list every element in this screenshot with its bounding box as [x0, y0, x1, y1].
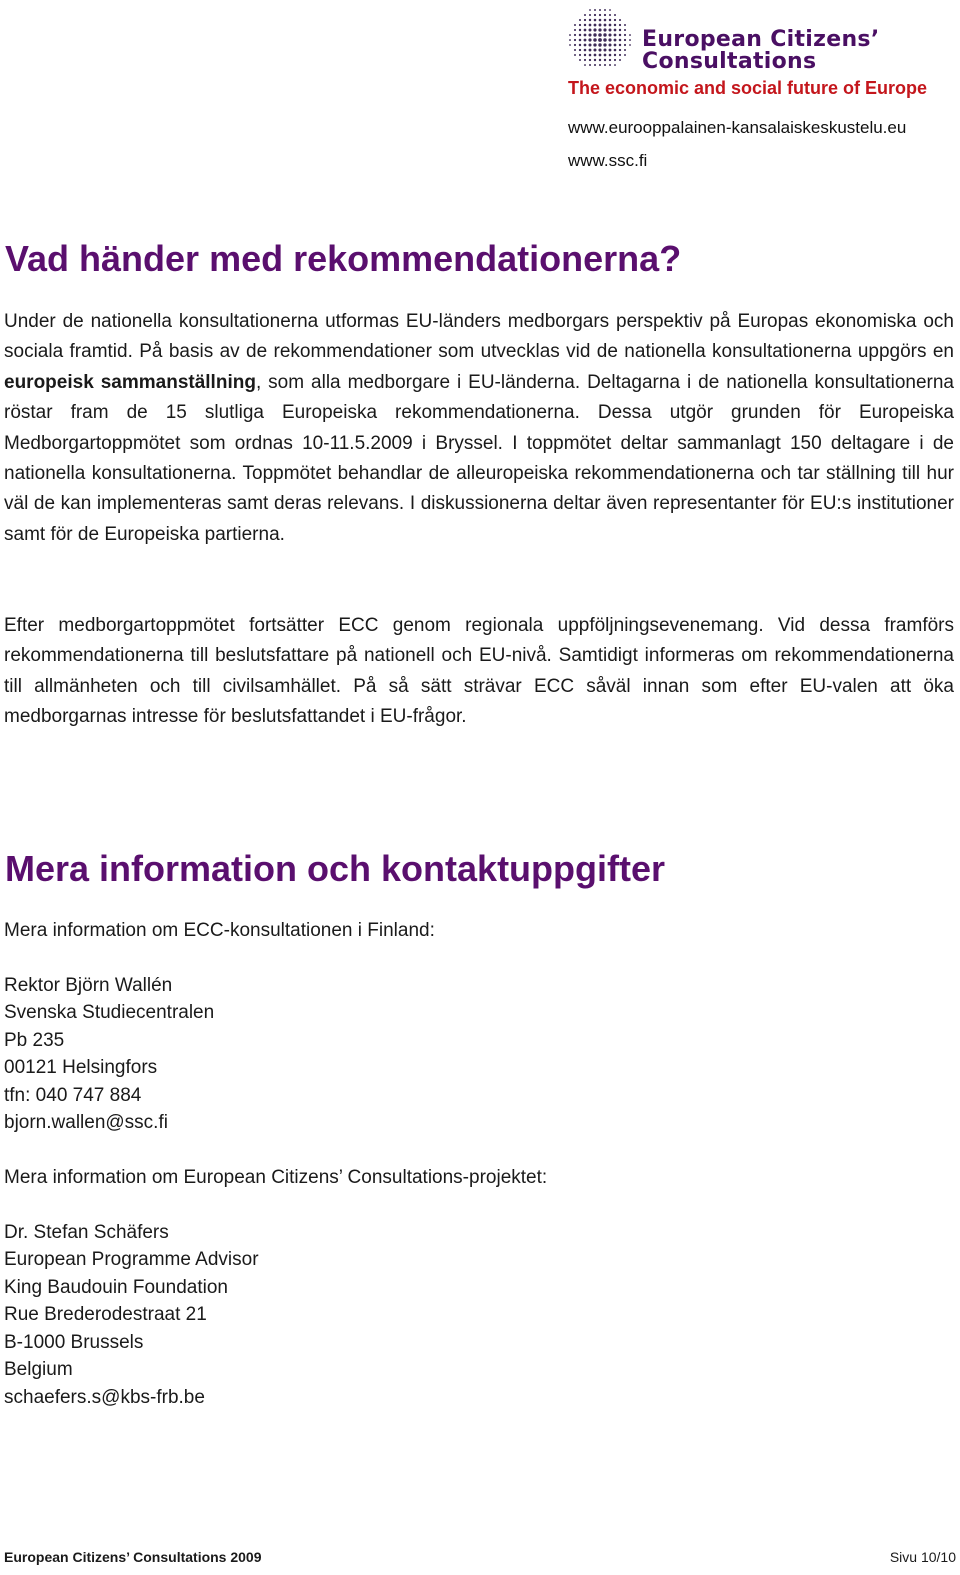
contact-project-line: Belgium — [4, 1359, 73, 1380]
intro-project: Mera information om European Citizens’ Consultations-projektet: — [4, 1167, 548, 1188]
section-heading-recommendations: Vad händer med rekommendationerna? — [5, 238, 682, 279]
section-heading-contact: Mera information och kontaktuppgifter — [5, 848, 666, 889]
contact-project-line: Dr. Stefan Schäfers — [4, 1222, 169, 1243]
contact-finland-email[interactable]: bjorn.wallen@ssc.fi — [4, 1112, 168, 1133]
contact-project-email[interactable]: schaefers.s@kbs-frb.be — [4, 1387, 205, 1408]
ecc-logo — [566, 6, 956, 106]
contact-project-line: Rue Brederodestraat 21 — [4, 1304, 207, 1325]
contact-finland-line: Pb 235 — [4, 1030, 65, 1051]
logo-title-line1: European Citizens’ — [642, 27, 880, 52]
globe-dots-icon — [566, 6, 634, 72]
website-url-ecc[interactable]: www.eurooppalainen-kansalaiskeskustelu.eu — [568, 118, 907, 137]
paragraph-follow-up: Efter medborgartoppmötet fortsätter ECC genom regionala uppföljningsevenemang. Vid dessa framförs rekommendationerna till beslutsfattare på nationell och EU-nivå. Samtidigt informeras om rekommendationerna till allmänheten och till civilsamhället. På så sätt strävar ECC såväl innan som efter EU-valen att öka medborgarnas intresse för beslutsfattandet i EU-frågor. — [4, 615, 954, 728]
contact-project-line: B-1000 Brussels — [4, 1332, 144, 1353]
logo-tagline: The economic and social future of Europe — [568, 78, 928, 98]
contact-finland-line: Rektor Björn Wallén — [4, 975, 173, 996]
paragraph-text: , som alla medborgare i EU-länderna. Deltagarna i de nationella konsultationerna röstar fram de 15 slutliga Europeiska rekommendationerna. Dessa utgör grunden för Europeiska Medborgartoppmötet som ordnas 10-11.5.2009 i Bryssel. I toppmötet deltar sammanlagt 150 deltagare i de nationella konsultationerna. Toppmötet behandlar de alleuropeiska rekommendationerna och tar ställning till hur väl de kan implementeras samt deras relevans. I diskussionerna deltar även representanter för EU:s institutioner samt för de Europeiska partierna. — [4, 371, 954, 545]
logo-title-line2: Consultations — [642, 49, 817, 74]
footer-title: European Citizens’ Consultations 2009 — [4, 1549, 262, 1565]
contact-project-line: European Programme Advisor — [4, 1249, 259, 1270]
contact-finland-line: Svenska Studiecentralen — [4, 1002, 215, 1023]
paragraph-text: Under de nationella konsultationerna utformas EU-länders medborgars perspektiv på Europas ekonomiska och sociala framtid. På basis av de rekommendationer som utvecklas vid de nationella konsultationerna uppgörs en — [4, 311, 954, 363]
website-url-ssc[interactable]: www.ssc.fi — [568, 151, 648, 170]
intro-finland: Mera information om ECC-konsultationen i Finland: — [4, 920, 435, 941]
contact-finland-line: 00121 Helsingfors — [4, 1057, 158, 1078]
contact-finland-phone: tfn: 040 747 884 — [4, 1085, 142, 1106]
contact-project-line: King Baudouin Foundation — [4, 1277, 228, 1298]
bold-term: europeisk sammanställning — [4, 371, 256, 393]
paragraph-recommendations — [4, 307, 954, 550]
page-number: Sivu 10/10 — [889, 1549, 956, 1565]
